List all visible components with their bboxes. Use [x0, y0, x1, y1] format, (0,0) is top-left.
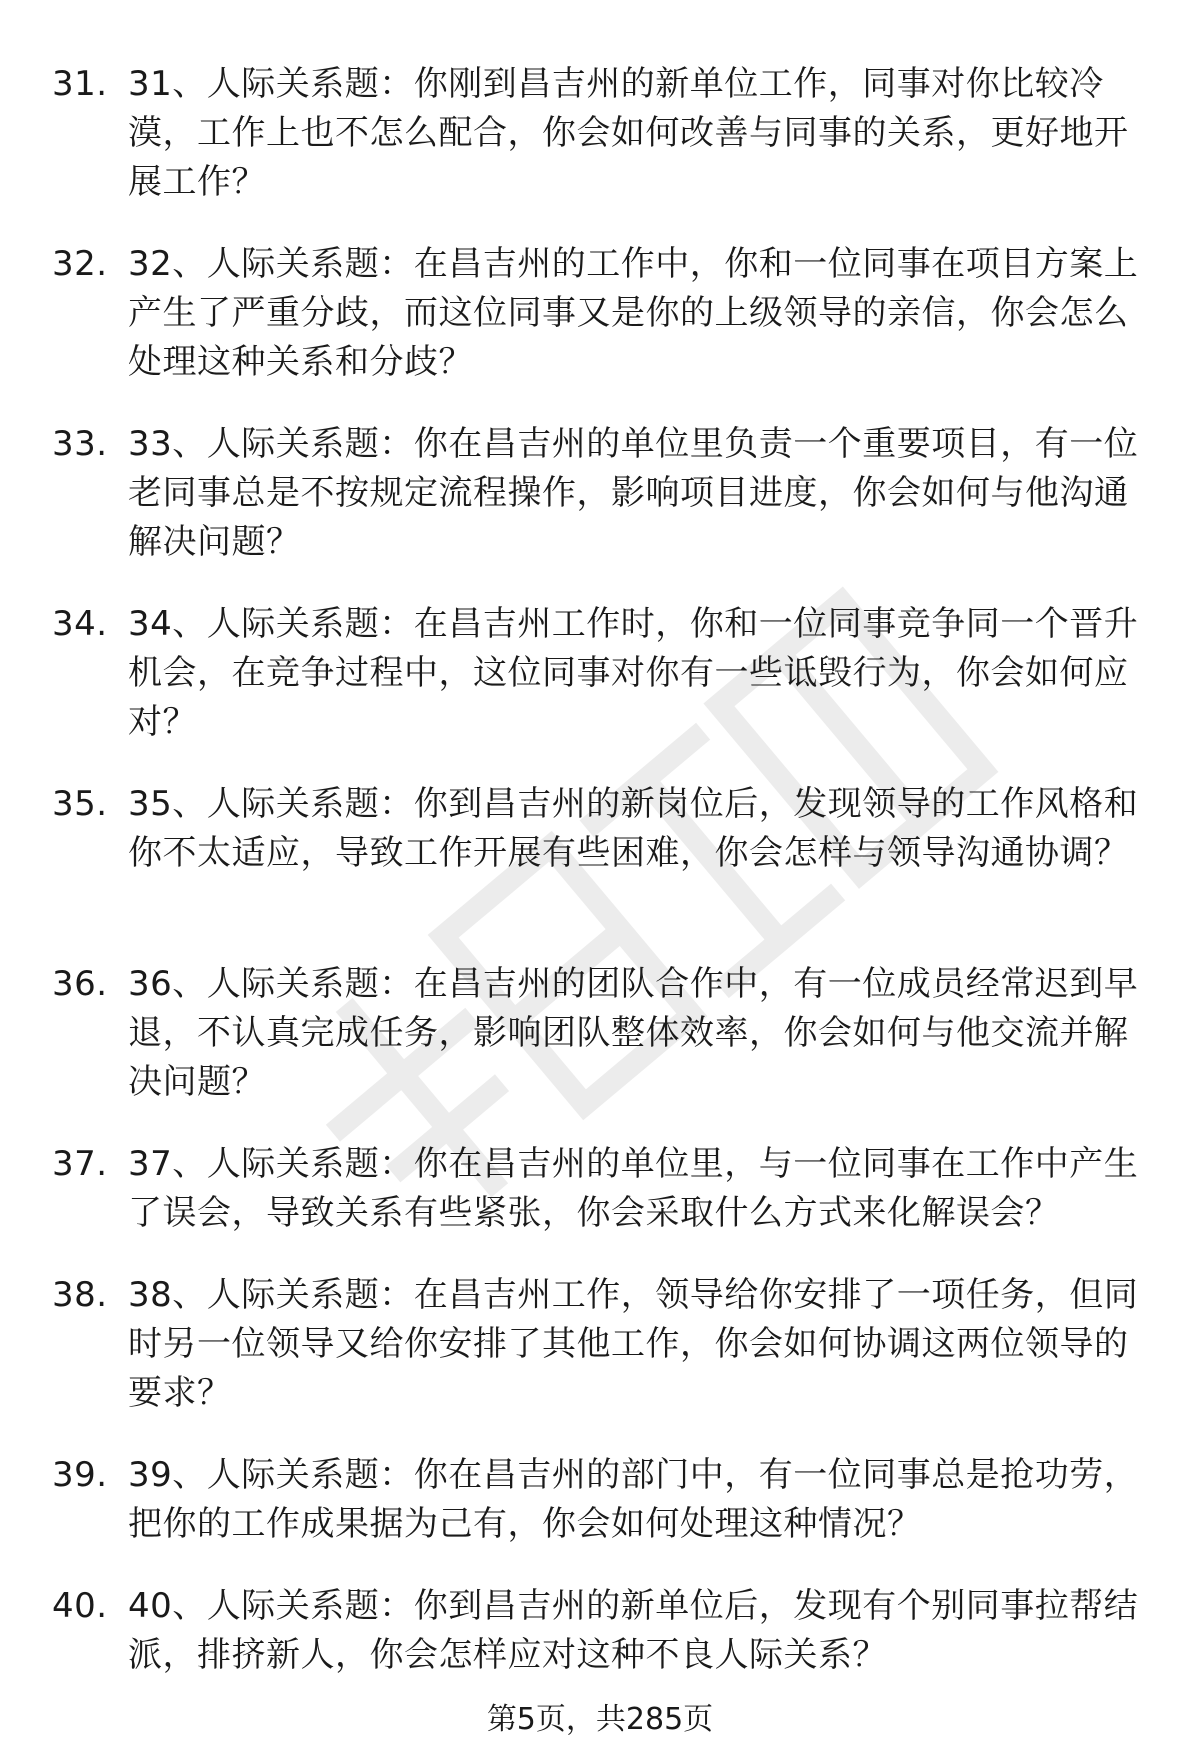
question-number: 35.	[52, 784, 108, 824]
question-number: 33.	[52, 424, 108, 464]
question-text: 32、人际关系题：在昌吉州的工作中，你和一位同事在项目方案上产生了严重分歧，而这位同事又是你的上级领导的亲信，你会怎么处理这种关系和分歧？	[128, 244, 1139, 382]
question-number: 37.	[52, 1144, 108, 1184]
question-list	[0, 60, 1200, 1713]
question-item	[0, 600, 1200, 746]
question-text: 34、人际关系题：在昌吉州工作时，你和一位同事竞争同一个晋升机会，在竞争过程中，这位同事对你有一些诋毁行为，你会如何应对？	[128, 604, 1139, 742]
question-number: 40.	[52, 1586, 108, 1626]
question-item	[0, 780, 1200, 926]
question-text: 33、人际关系题：你在昌吉州的单位里负责一个重要项目，有一位老同事总是不按规定流程操作，影响项目进度，你会如何与他沟通解决问题？	[128, 424, 1139, 562]
question-text: 40、人际关系题：你到昌吉州的新单位后，发现有个别同事拉帮结派，排挤新人，你会怎样应对这种不良人际关系？	[128, 1586, 1139, 1675]
question-text: 36、人际关系题：在昌吉州的团队合作中，有一位成员经常迟到早退，不认真完成任务，影响团队整体效率，你会如何与他交流并解决问题？	[128, 964, 1139, 1102]
question-text: 31、人际关系题：你刚到昌吉州的新单位工作，同事对你比较冷漠，工作上也不怎么配合，你会如何改善与同事的关系，更好地开展工作？	[128, 64, 1129, 202]
question-item	[0, 240, 1200, 386]
question-text: 39、人际关系题：你在昌吉州的部门中，有一位同事总是抢功劳，把你的工作成果据为己有，你会如何处理这种情况？	[128, 1455, 1139, 1544]
question-number: 31.	[52, 64, 108, 104]
question-number: 39.	[52, 1455, 108, 1495]
question-item	[0, 420, 1200, 566]
question-number: 32.	[52, 244, 108, 284]
question-number: 34.	[52, 604, 108, 644]
question-item	[0, 1582, 1200, 1679]
page-footer: 第5页，共285页	[486, 1702, 714, 1737]
question-item	[0, 1451, 1200, 1548]
question-text: 37、人际关系题：你在昌吉州的单位里，与一位同事在工作中产生了误会，导致关系有些紧张，你会采取什么方式来化解误会？	[128, 1144, 1139, 1233]
question-text: 35、人际关系题：你到昌吉州的新岗位后，发现领导的工作风格和你不太适应，导致工作开展有些困难，你会怎样与领导沟通协调？	[128, 784, 1139, 873]
question-number: 38.	[52, 1275, 108, 1315]
question-item	[0, 960, 1200, 1106]
question-item	[0, 60, 1200, 206]
question-item	[0, 1271, 1200, 1417]
question-item	[0, 1140, 1200, 1237]
question-text: 38、人际关系题：在昌吉州工作，领导给你安排了一项任务，但同时另一位领导又给你安排了其他工作，你会如何协调这两位领导的要求？	[128, 1275, 1139, 1413]
question-number: 36.	[52, 964, 108, 1004]
